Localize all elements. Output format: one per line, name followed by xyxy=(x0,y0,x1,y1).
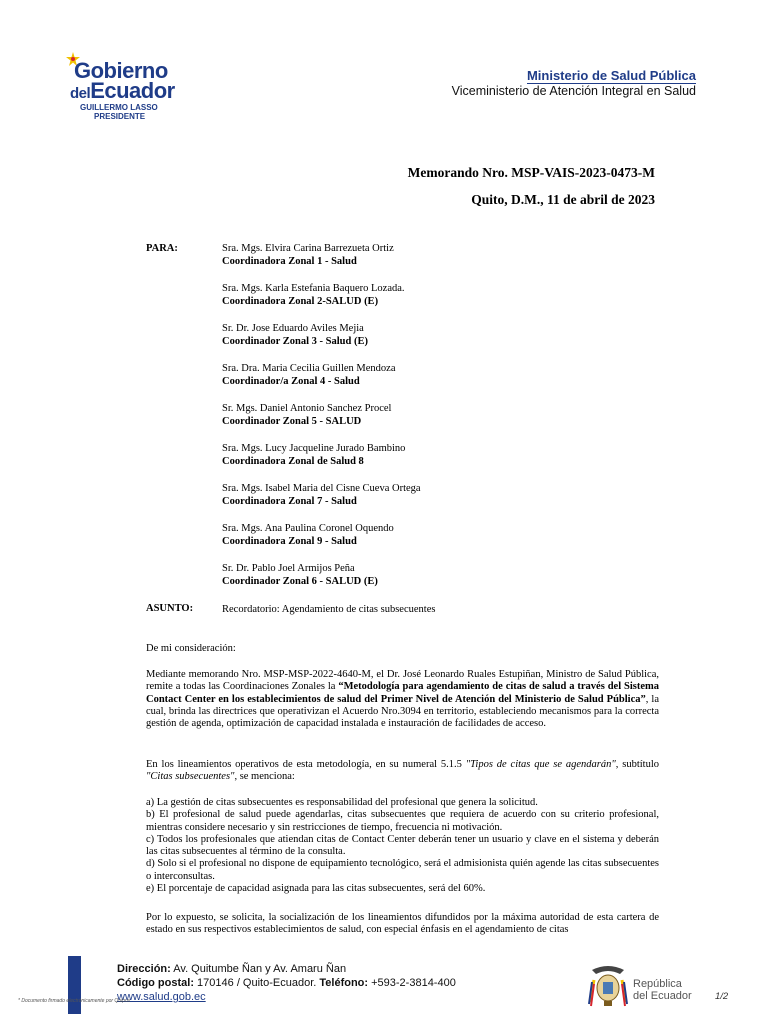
asunto-label: ASUNTO: xyxy=(146,603,194,614)
recipient: Sra. Mgs. Elvira Carina Barrezueta Ortiz Coordinadora Zonal 1 - Salud xyxy=(222,243,394,267)
recipient: Sr. Mgs. Daniel Antonio Sanchez Procel Coordinador Zonal 5 - SALUD xyxy=(222,403,392,427)
logo-text-ecuador: delEcuador xyxy=(70,78,175,103)
logo-text-gobierno: Gobierno xyxy=(74,58,168,83)
list-item: c) Todos los profesionales que atiendan citas de Contact Center deberán tener un usuario y clave en el sistema y deberán las citas subsecuentes al término de la consulta. xyxy=(146,833,659,858)
paragraph-3: Por lo expuesto, se solicita, la socialización de los lineamientos difundidos por la máxima autoridad de esta cartera de estado en sus respectivos establecimientos de salud, con especial énfasis en el agendamiento de citas xyxy=(146,912,659,936)
ministry-header xyxy=(452,68,696,99)
para-label: PARA: xyxy=(146,243,178,254)
ministry-name: Ministerio de Salud Pública xyxy=(526,68,696,83)
electronic-signature-note: * Documento firmado electrónicamente por Quipux xyxy=(18,998,131,1004)
requirements-list xyxy=(146,797,659,895)
coat-of-arms-icon xyxy=(586,962,630,1010)
greeting: De mi consideración: xyxy=(146,643,236,654)
recipient: Sr. Dr. Jose Eduardo Aviles Mejia Coordinador Zonal 3 - Salud (E) xyxy=(222,323,368,347)
paragraph-2: En los lineamientos operativos de esta metodología, en su numeral 5.1.5 "Tipos de citas que se agendarán", subtítulo "Citas subsecuentes", se menciona: xyxy=(146,759,659,783)
recipient: Sra. Mgs. Ana Paulina Coronel Oquendo Coordinadora Zonal 9 - Salud xyxy=(222,523,394,547)
recipient: Sra. Mgs. Lucy Jacqueline Jurado Bambino Coordinadora Zonal de Salud 8 xyxy=(222,443,406,467)
list-item: d) Solo si el profesional no dispone de equipamiento tecnológico, será el admisionista quién agende las citas subsecuentes o interconsultas. xyxy=(146,858,659,882)
website-link[interactable]: www.salud.gob.ec xyxy=(117,991,206,1003)
memo-number: Memorando Nro. MSP-VAIS-2023-0473-M xyxy=(407,165,655,180)
page-number: 1/2 xyxy=(715,991,729,1002)
paragraph-1: Mediante memorando Nro. MSP-MSP-2022-4640-M, el Dr. José Leonardo Ruales Estupiñan, Ministro de Salud Pública, remite a todas las Coordinaciones Zonales la “Metodología para agendamiento de citas de salud a través del Sistema Contact Center en los establecimientos de salud del Primer Nivel de Atención del Ministerio de Salud Pública”, la cual, brinda las directrices que operativizan el Acuerdo Nro.3094 en territorio, estableciendo mecanismos para la correcta gestión de agenda, optimización de capacidad instalada e instauración de facilidades de acceso. xyxy=(146,669,660,730)
logo-president-name: GUILLERMO LASSO xyxy=(80,103,158,112)
recipient: Sra. Dra. Maria Cecilia Guillen Mendoza Coordinador/a Zonal 4 - Salud xyxy=(222,363,396,387)
viceministry-name: Viceministerio de Atención Integral en Salud xyxy=(451,84,696,98)
republica-label: República del Ecuador xyxy=(633,978,692,1002)
list-item: a) La gestión de citas subsecuentes es responsabilidad del profesional que genera la solicitud. xyxy=(146,797,538,808)
logo-president-title: PRESIDENTE xyxy=(94,112,146,121)
asunto-text: Recordatorio: Agendamiento de citas subsecuentes xyxy=(222,604,436,615)
recipient: Sr. Dr. Pablo Joel Armijos Peña Coordinador Zonal 6 - SALUD (E) xyxy=(222,563,378,587)
list-item: b) El profesional de salud puede agendarlas, citas subsecuentes que requiera de acuerdo con su criterio profesional, mientras considere necesario y sin restricciones de tiempo, frecuencia ni motivación. xyxy=(146,809,659,833)
recipient: Sra. Mgs. Isabel Maria del Cisne Cueva Ortega Coordinadora Zonal 7 - Salud xyxy=(222,483,421,507)
footer-contact: Dirección: Av. Quitumbe Ñan y Av. Amaru Ñan Código postal: 170146 / Quito-Ecuador. Teléfono: +593-2-3814-400 www.salud.gob.ec xyxy=(117,963,456,1003)
memo-date: Quito, D.M., 11 de abril de 2023 xyxy=(471,192,655,207)
list-item: e) El porcentaje de capacidad asignada para las citas subsecuentes, será del 60%. xyxy=(146,883,486,895)
footer-accent-bar xyxy=(68,956,81,1014)
recipient: Sra. Mgs. Karla Estefania Baquero Lozada. Coordinadora Zonal 2-SALUD (E) xyxy=(222,283,405,307)
